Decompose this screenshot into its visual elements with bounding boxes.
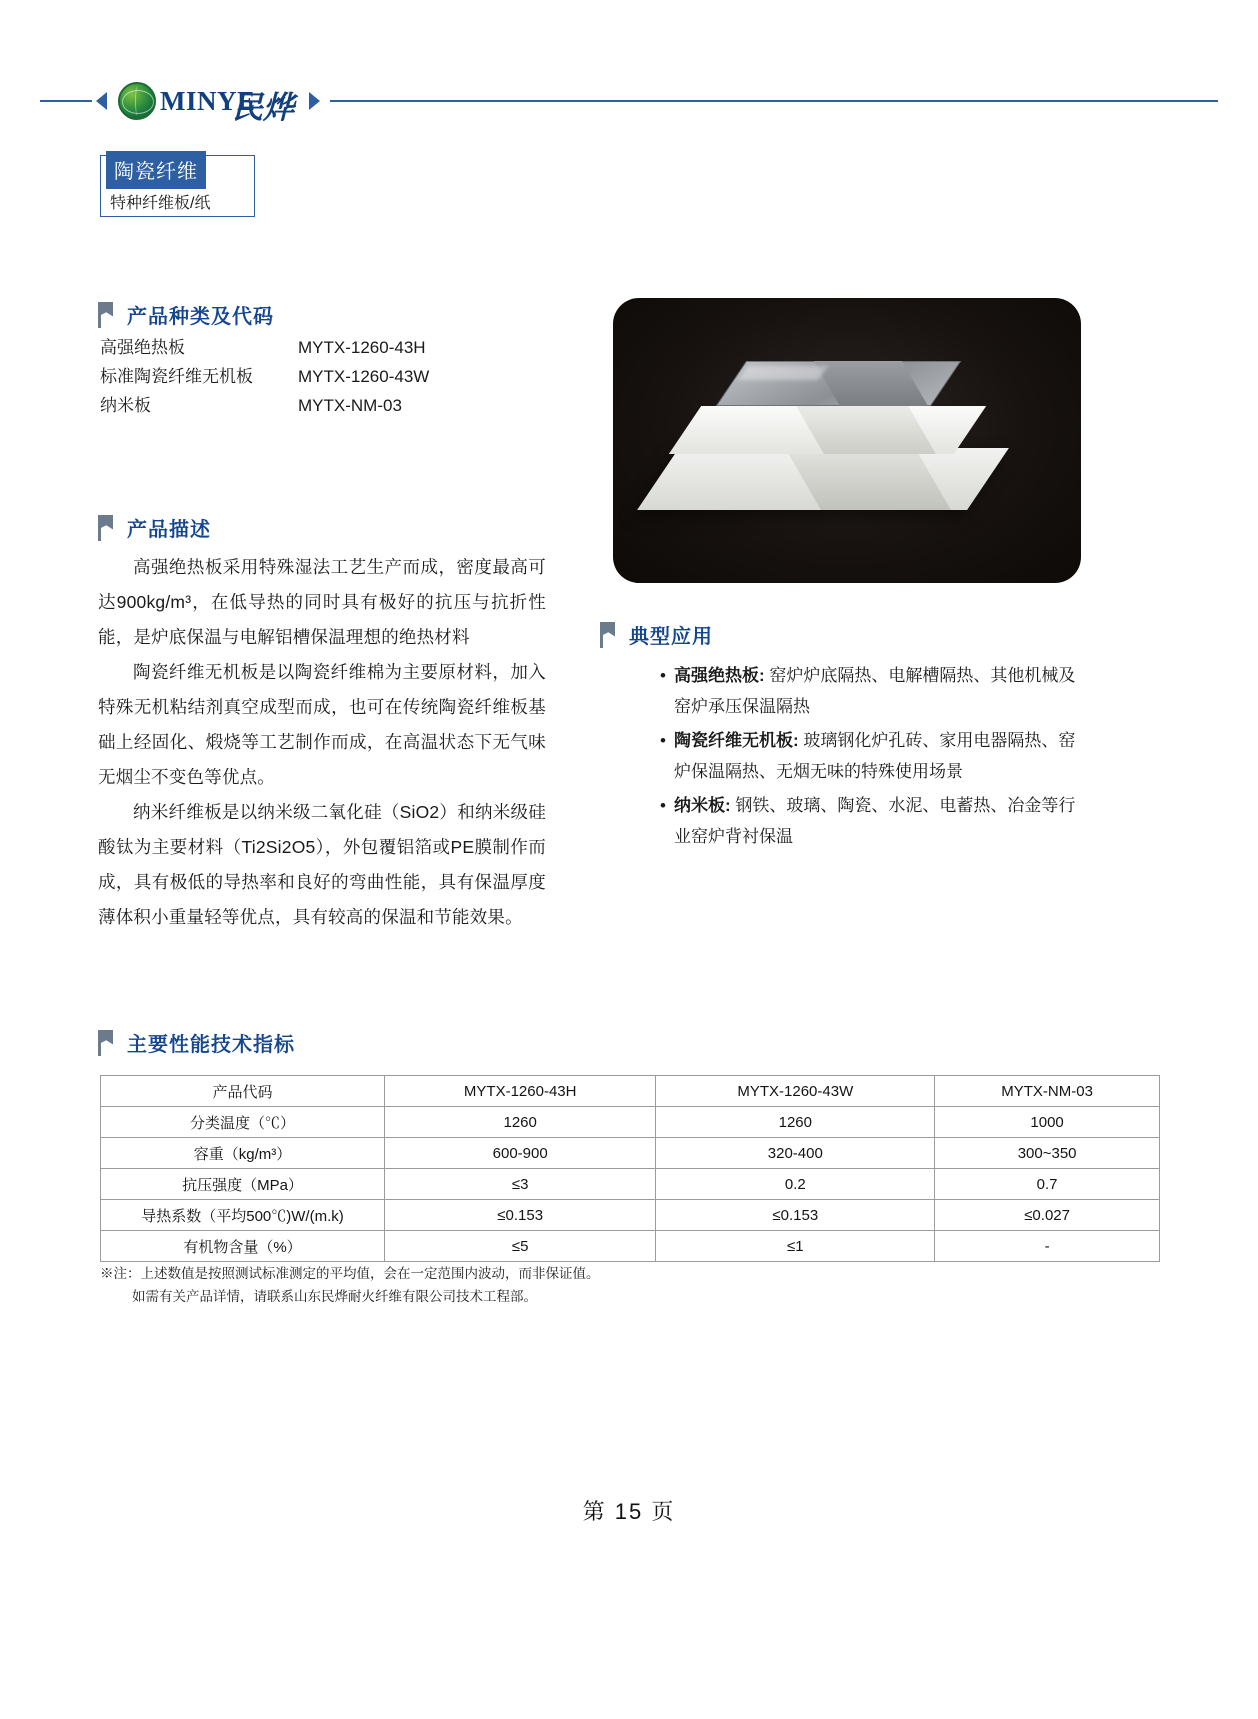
product-photo xyxy=(613,298,1081,583)
application-label: 陶瓷纤维无机板: xyxy=(674,731,799,750)
table-cell: 0.2 xyxy=(656,1169,935,1200)
table-row-label: 抗压强度（MPa） xyxy=(101,1169,385,1200)
table-cell: - xyxy=(935,1231,1160,1262)
product-code-list xyxy=(100,333,429,420)
product-code-name: 高强绝热板 xyxy=(100,338,185,357)
application-item xyxy=(660,790,1090,852)
triangle-left-icon xyxy=(96,92,107,110)
table-row xyxy=(101,1076,1160,1107)
spec-table xyxy=(100,1075,1160,1262)
table-row xyxy=(101,1107,1160,1138)
page-number: 第 15 页 xyxy=(582,1499,676,1524)
table-cell: 320-400 xyxy=(656,1138,935,1169)
table-cell: 1260 xyxy=(656,1107,935,1138)
table-row-label: 有机物含量（%） xyxy=(101,1231,385,1262)
section-heading-codes xyxy=(98,300,274,329)
table-cell: 1260 xyxy=(385,1107,656,1138)
section-heading-specs xyxy=(98,1028,295,1057)
product-code-name: 纳米板 xyxy=(100,396,151,415)
description-paragraph: 纳米纤维板是以纳米级二氧化硅（SiO2）和纳米级硅酸钛为主要材料（Ti2Si2O5），外包覆铝箔或PE膜制作而成，具有极低的导热率和良好的弯曲性能，具有保温厚度薄体积小重量轻等优点，具有较高的保温和节能效果。 xyxy=(98,802,546,927)
description-paragraph: 高强绝热板采用特殊湿法工艺生产而成，密度最高可达900kg/m³，在低导热的同时具有极好的抗压与抗折性能，是炉底保温与电解铝槽保温理想的绝热材料 xyxy=(98,557,546,647)
application-text xyxy=(674,790,1090,852)
product-title-box xyxy=(100,155,255,217)
application-list xyxy=(660,660,1090,855)
table-cell: 300~350 xyxy=(935,1138,1160,1169)
triangle-right-icon xyxy=(309,92,320,110)
section-heading-applications xyxy=(600,620,713,649)
application-text xyxy=(674,725,1090,787)
flag-icon xyxy=(98,1030,113,1056)
bullet-icon: • xyxy=(660,731,666,750)
product-code-name: 标准陶瓷纤维无机板 xyxy=(100,367,253,386)
table-row-label: 产品代码 xyxy=(101,1076,385,1107)
table-cell: 1000 xyxy=(935,1107,1160,1138)
bullet-icon: • xyxy=(660,666,666,685)
product-slab-highlight xyxy=(738,366,827,380)
table-note xyxy=(100,1262,800,1308)
application-detail: 玻璃钢化炉孔砖、家用电器隔热、窑炉保温隔热、无烟无味的特殊使用场景 xyxy=(674,731,1076,781)
flag-icon xyxy=(98,302,113,328)
product-code-row xyxy=(100,391,429,420)
description-paragraph: 陶瓷纤维无机板是以陶瓷纤维棉为主要原材料，加入特殊无机粘结剂真空成型而成，也可在传统陶瓷纤维板基础上经固化、煅烧等工艺制作而成，在高温状态下无气味无烟尘不变色等优点。 xyxy=(98,662,546,787)
table-row xyxy=(101,1169,1160,1200)
table-cell: MYTX-NM-03 xyxy=(935,1076,1160,1107)
application-item xyxy=(660,725,1090,787)
product-code-row xyxy=(100,362,429,391)
application-detail: 钢铁、玻璃、陶瓷、水泥、电蓄热、冶金等行业窑炉背衬保温 xyxy=(674,796,1076,846)
header-rule-right xyxy=(330,100,1218,102)
section-heading-specs-label: 主要性能技术指标 xyxy=(127,1034,295,1056)
application-text xyxy=(674,660,1090,722)
table-row xyxy=(101,1138,1160,1169)
table-cell: MYTX-1260-43W xyxy=(656,1076,935,1107)
section-heading-applications-label: 典型应用 xyxy=(629,626,713,648)
table-cell: ≤0.027 xyxy=(935,1200,1160,1231)
table-cell: ≤0.153 xyxy=(385,1200,656,1231)
product-code-value: MYTX-1260-43H xyxy=(298,338,426,357)
table-cell: ≤0.153 xyxy=(656,1200,935,1231)
table-row-label: 容重（kg/m³） xyxy=(101,1138,385,1169)
product-title-sub: 特种纤维板/纸 xyxy=(110,195,211,212)
brand-name-en: MINYE xyxy=(160,86,256,116)
table-note-line-2: 如需有关产品详情，请联系山东民烨耐火纤维有限公司技术工程部。 xyxy=(132,1289,537,1304)
table-row-label: 分类温度（℃） xyxy=(101,1107,385,1138)
flag-icon xyxy=(98,515,113,541)
application-label: 纳米板: xyxy=(674,796,731,815)
application-detail: 窑炉炉底隔热、电解槽隔热、其他机械及窑炉承压保温隔热 xyxy=(674,666,1076,716)
bullet-icon: • xyxy=(660,796,666,815)
table-cell: 600-900 xyxy=(385,1138,656,1169)
application-item xyxy=(660,660,1090,722)
brand-name-cn: 民烨 xyxy=(232,90,294,126)
spec-table-wrapper xyxy=(100,1075,1160,1262)
section-heading-description-label: 产品描述 xyxy=(127,519,211,541)
table-cell: 0.7 xyxy=(935,1169,1160,1200)
product-description xyxy=(98,550,546,935)
table-row xyxy=(101,1200,1160,1231)
table-row xyxy=(101,1231,1160,1262)
table-cell: ≤3 xyxy=(385,1169,656,1200)
header-rule-left xyxy=(40,100,92,102)
section-heading-codes-label: 产品种类及代码 xyxy=(127,306,274,328)
product-code-value: MYTX-1260-43W xyxy=(298,367,430,386)
globe-logo-icon xyxy=(118,82,156,120)
section-heading-description xyxy=(98,513,211,542)
page-header xyxy=(0,78,1258,124)
flag-icon xyxy=(600,622,615,648)
table-cell: MYTX-1260-43H xyxy=(385,1076,656,1107)
table-cell: ≤1 xyxy=(656,1231,935,1262)
table-row-label: 导热系数（平均500℃)W/(m.k) xyxy=(101,1200,385,1231)
table-note-line-1: ※注：上述数值是按照测试标准测定的平均值，会在一定范围内波动，而非保证值。 xyxy=(100,1266,600,1281)
application-label: 高强绝热板: xyxy=(674,666,765,685)
table-cell: ≤5 xyxy=(385,1231,656,1262)
product-title-main: 陶瓷纤维 xyxy=(106,151,206,189)
product-code-value: MYTX-NM-03 xyxy=(298,396,402,415)
product-code-row xyxy=(100,333,429,362)
